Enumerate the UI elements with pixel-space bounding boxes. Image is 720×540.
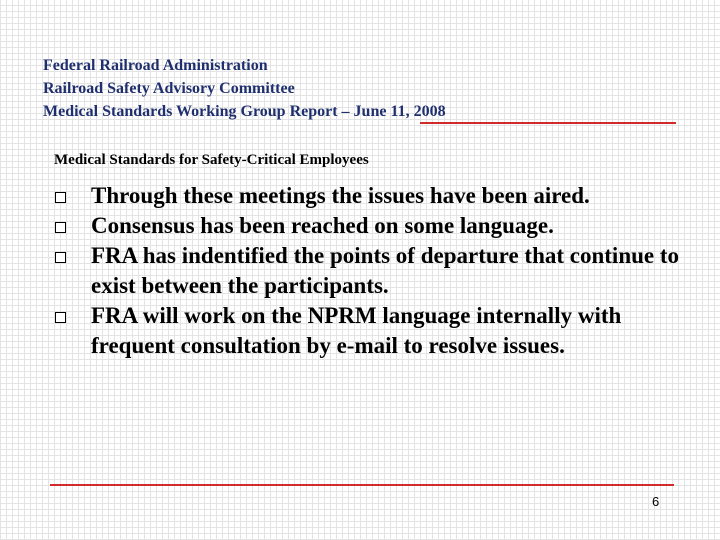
bullet-text: Consensus has been reached on some language.: [91, 213, 554, 238]
header-divider-rule: [420, 122, 676, 124]
slide-header: [43, 54, 446, 123]
header-line-committee: Railroad Safety Advisory Committee: [43, 80, 295, 97]
hollow-square-bullet-icon: [55, 252, 66, 263]
page-number: 6: [652, 494, 660, 509]
bullet-item: [50, 241, 690, 301]
footer-divider-rule: [50, 484, 674, 486]
bullet-item: [50, 301, 690, 361]
header-line-agency: Federal Railroad Administration: [43, 57, 268, 74]
slide-subtitle: Medical Standards for Safety-Critical Employees: [54, 152, 369, 168]
bullet-item: [50, 211, 690, 241]
bullet-text: FRA will work on the NPRM language internally with frequent consultation by e-mail to resolve issues.: [91, 303, 622, 358]
bullet-item: [50, 181, 690, 211]
header-line-report: Medical Standards Working Group Report – June 11, 2008: [43, 103, 446, 120]
hollow-square-bullet-icon: [55, 192, 66, 203]
bullet-text: Through these meetings the issues have been aired.: [91, 183, 590, 208]
hollow-square-bullet-icon: [55, 312, 66, 323]
hollow-square-bullet-icon: [55, 222, 66, 233]
bullet-list: [50, 181, 690, 361]
bullet-text: FRA has indentified the points of departure that continue to exist between the participants.: [91, 243, 680, 298]
